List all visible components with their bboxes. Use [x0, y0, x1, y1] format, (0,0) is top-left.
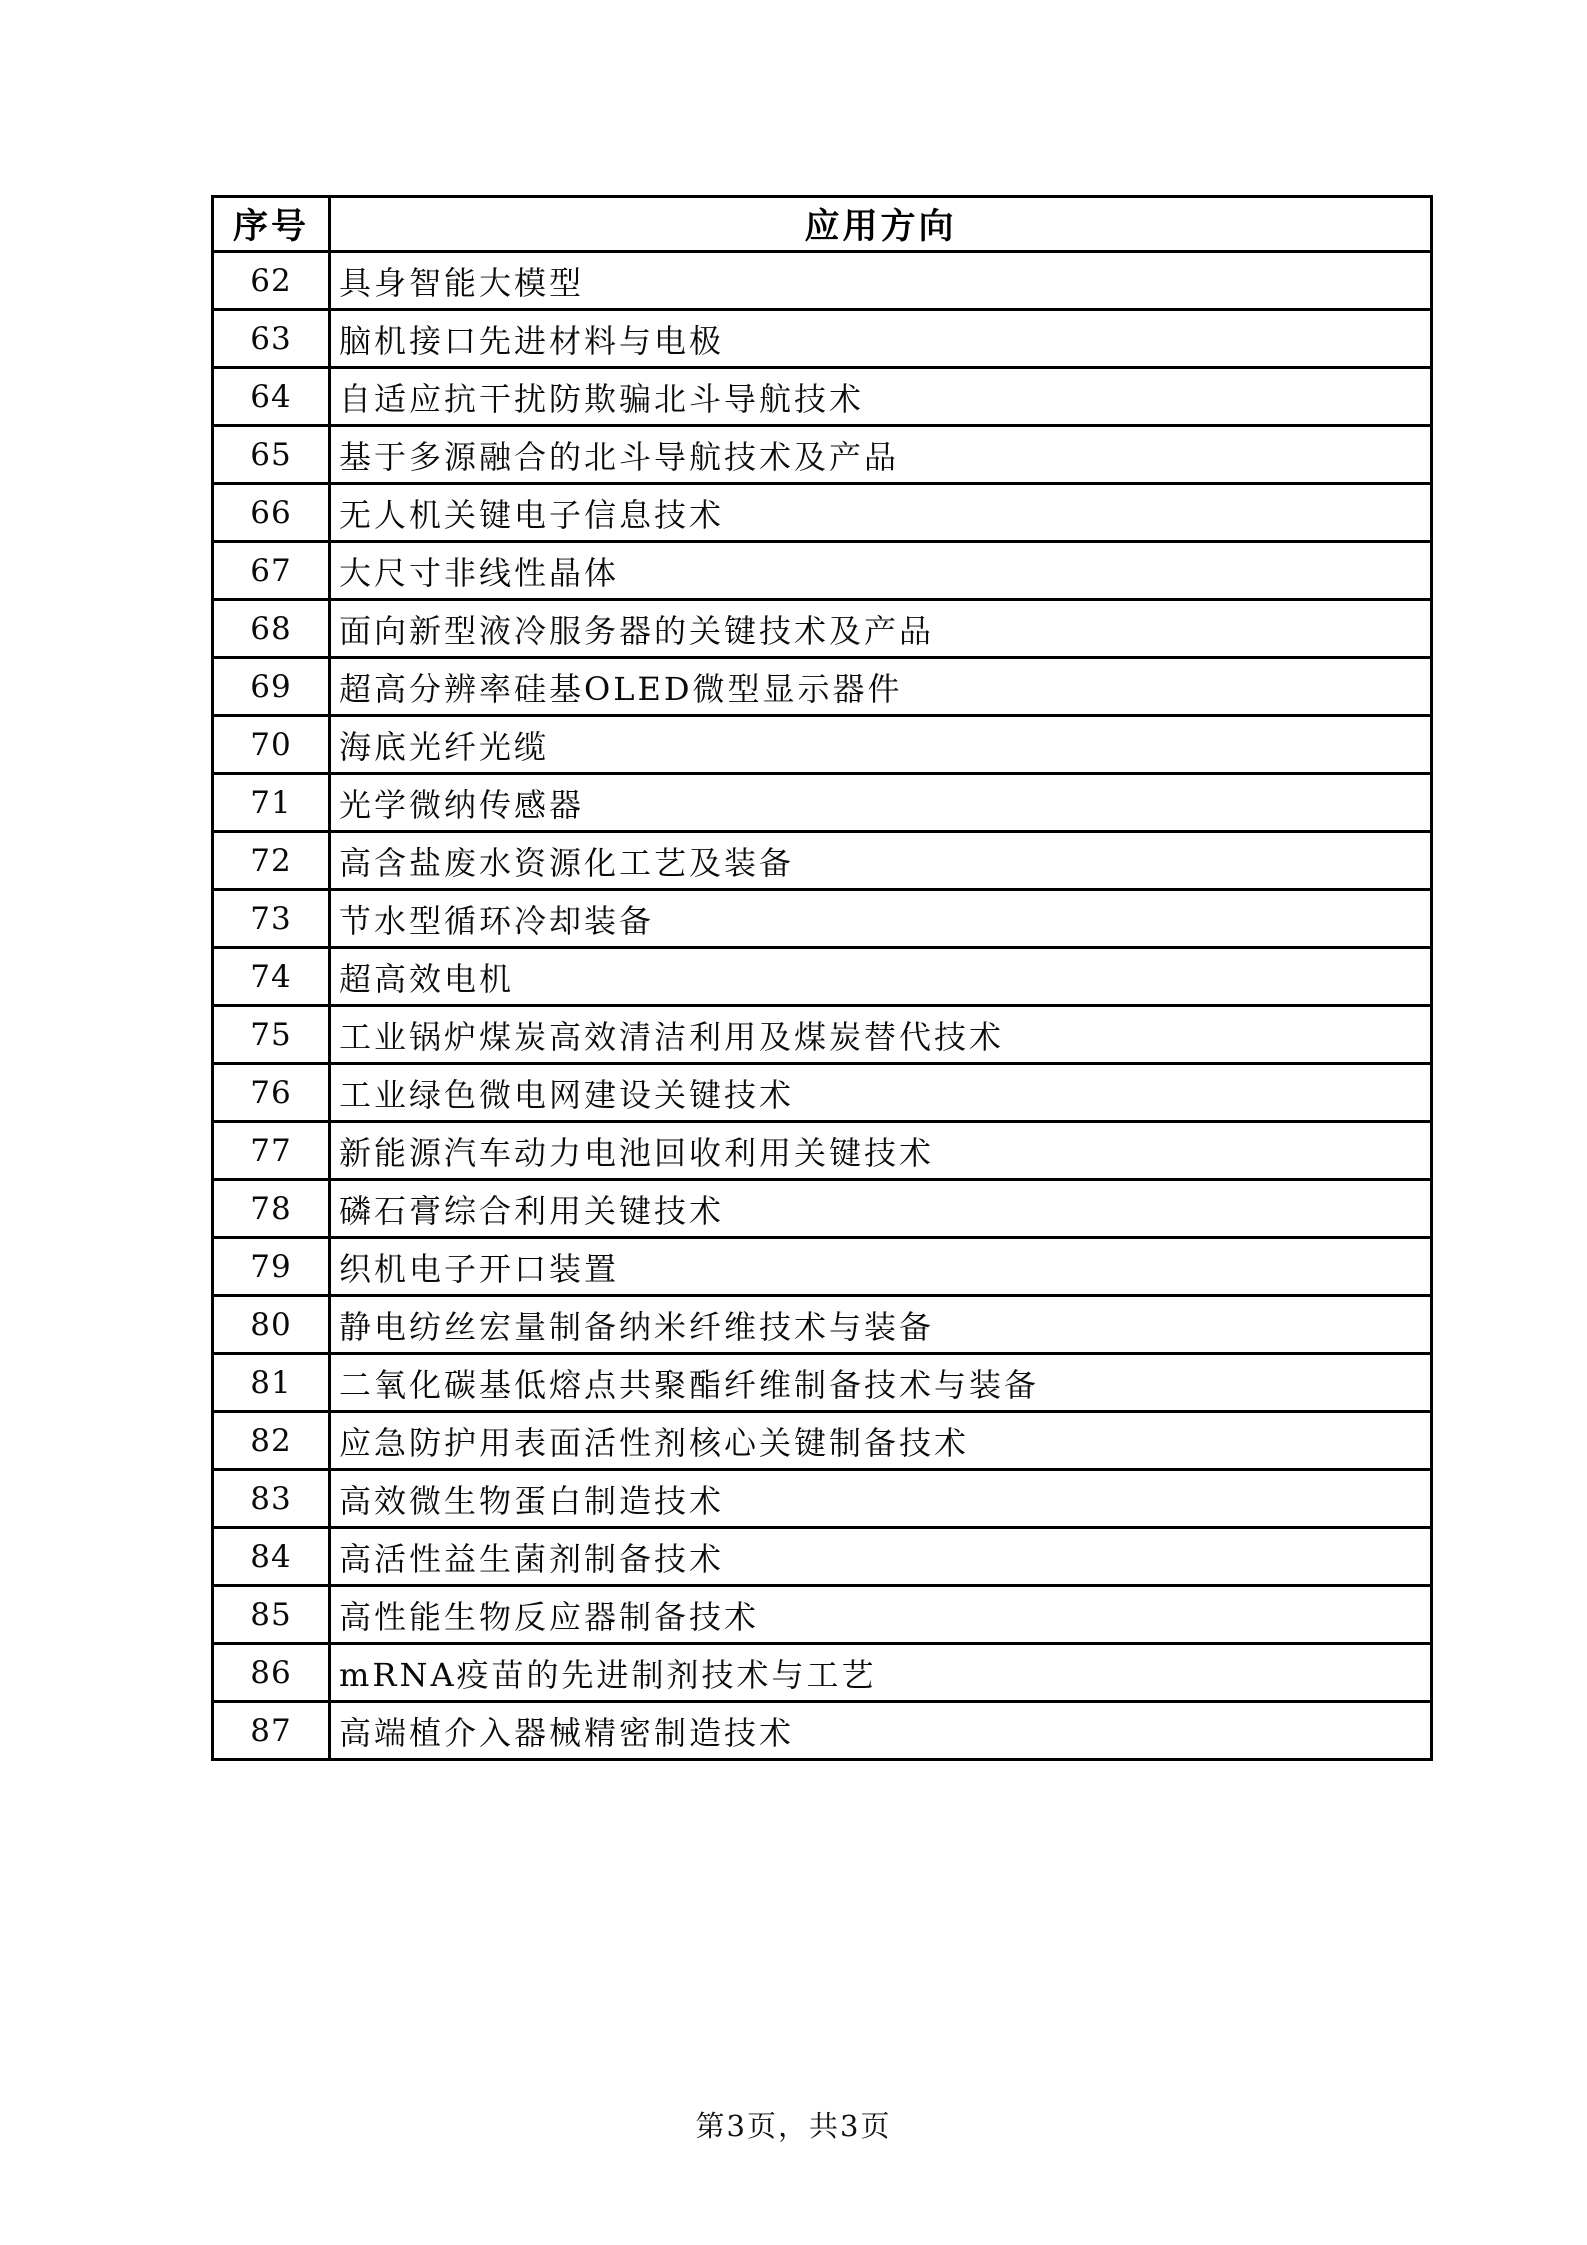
table-row — [213, 1528, 1432, 1586]
table-row — [213, 832, 1432, 890]
cell-serial-number: 78 — [213, 1180, 330, 1238]
table-row — [213, 600, 1432, 658]
cell-application-direction: 脑机接口先进材料与电极 — [330, 310, 1432, 368]
cell-application-direction: 基于多源融合的北斗导航技术及产品 — [330, 426, 1432, 484]
cell-application-direction: 高含盐废水资源化工艺及装备 — [330, 832, 1432, 890]
header-application-direction: 应用方向 — [330, 197, 1432, 252]
cell-application-direction: 磷石膏综合利用关键技术 — [330, 1180, 1432, 1238]
cell-application-direction: 超高效电机 — [330, 948, 1432, 1006]
table-row — [213, 1702, 1432, 1760]
cell-serial-number: 77 — [213, 1122, 330, 1180]
cell-serial-number: 79 — [213, 1238, 330, 1296]
cell-application-direction: 二氧化碳基低熔点共聚酯纤维制备技术与装备 — [330, 1354, 1432, 1412]
table-row — [213, 1238, 1432, 1296]
table-row — [213, 658, 1432, 716]
table-row — [213, 1122, 1432, 1180]
cell-application-direction: 高活性益生菌剂制备技术 — [330, 1528, 1432, 1586]
table-row — [213, 948, 1432, 1006]
cell-serial-number: 75 — [213, 1006, 330, 1064]
cell-application-direction: 海底光纤光缆 — [330, 716, 1432, 774]
cell-application-direction: 高效微生物蛋白制造技术 — [330, 1470, 1432, 1528]
cell-serial-number: 62 — [213, 252, 330, 310]
table-row — [213, 774, 1432, 832]
table-row — [213, 1296, 1432, 1354]
header-row — [213, 197, 1432, 252]
cell-serial-number: 68 — [213, 600, 330, 658]
cell-serial-number: 64 — [213, 368, 330, 426]
table-row — [213, 1586, 1432, 1644]
table-row — [213, 1006, 1432, 1064]
application-direction-table — [211, 195, 1433, 1761]
table-row — [213, 1644, 1432, 1702]
cell-serial-number: 81 — [213, 1354, 330, 1412]
table-row — [213, 890, 1432, 948]
cell-application-direction: mRNA疫苗的先进制剂技术与工艺 — [330, 1644, 1432, 1702]
cell-application-direction: 高端植介入器械精密制造技术 — [330, 1702, 1432, 1760]
cell-serial-number: 76 — [213, 1064, 330, 1122]
cell-serial-number: 69 — [213, 658, 330, 716]
cell-serial-number: 82 — [213, 1412, 330, 1470]
cell-application-direction: 静电纺丝宏量制备纳米纤维技术与装备 — [330, 1296, 1432, 1354]
table-row — [213, 426, 1432, 484]
cell-application-direction: 织机电子开口装置 — [330, 1238, 1432, 1296]
table-row — [213, 716, 1432, 774]
cell-serial-number: 71 — [213, 774, 330, 832]
cell-serial-number: 74 — [213, 948, 330, 1006]
page-number-text: 第3页，共3页 — [695, 2109, 892, 2143]
table-row — [213, 542, 1432, 600]
table-row — [213, 310, 1432, 368]
table-row — [213, 1180, 1432, 1238]
table-row — [213, 368, 1432, 426]
cell-serial-number: 70 — [213, 716, 330, 774]
cell-serial-number: 72 — [213, 832, 330, 890]
table-row — [213, 1064, 1432, 1122]
cell-application-direction: 节水型循环冷却装备 — [330, 890, 1432, 948]
cell-application-direction: 大尺寸非线性晶体 — [330, 542, 1432, 600]
cell-application-direction: 应急防护用表面活性剂核心关键制备技术 — [330, 1412, 1432, 1470]
cell-serial-number: 86 — [213, 1644, 330, 1702]
cell-application-direction: 工业绿色微电网建设关键技术 — [330, 1064, 1432, 1122]
cell-serial-number: 80 — [213, 1296, 330, 1354]
table-row — [213, 484, 1432, 542]
cell-serial-number: 83 — [213, 1470, 330, 1528]
cell-application-direction: 光学微纳传感器 — [330, 774, 1432, 832]
cell-serial-number: 84 — [213, 1528, 330, 1586]
cell-application-direction: 超高分辨率硅基OLED微型显示器件 — [330, 658, 1432, 716]
cell-serial-number: 87 — [213, 1702, 330, 1760]
cell-application-direction: 无人机关键电子信息技术 — [330, 484, 1432, 542]
cell-application-direction: 新能源汽车动力电池回收利用关键技术 — [330, 1122, 1432, 1180]
cell-serial-number: 65 — [213, 426, 330, 484]
cell-application-direction: 面向新型液冷服务器的关键技术及产品 — [330, 600, 1432, 658]
cell-serial-number: 63 — [213, 310, 330, 368]
cell-application-direction: 工业锅炉煤炭高效清洁利用及煤炭替代技术 — [330, 1006, 1432, 1064]
table-body — [213, 252, 1432, 1760]
table-row — [213, 1412, 1432, 1470]
table-row — [213, 1354, 1432, 1412]
cell-application-direction: 高性能生物反应器制备技术 — [330, 1586, 1432, 1644]
cell-application-direction: 自适应抗干扰防欺骗北斗导航技术 — [330, 368, 1432, 426]
cell-application-direction: 具身智能大模型 — [330, 252, 1432, 310]
cell-serial-number: 67 — [213, 542, 330, 600]
table-row — [213, 1470, 1432, 1528]
table-header — [213, 197, 1432, 252]
cell-serial-number: 85 — [213, 1586, 330, 1644]
cell-serial-number: 66 — [213, 484, 330, 542]
header-serial-number: 序号 — [213, 197, 330, 252]
table-row — [213, 252, 1432, 310]
cell-serial-number: 73 — [213, 890, 330, 948]
